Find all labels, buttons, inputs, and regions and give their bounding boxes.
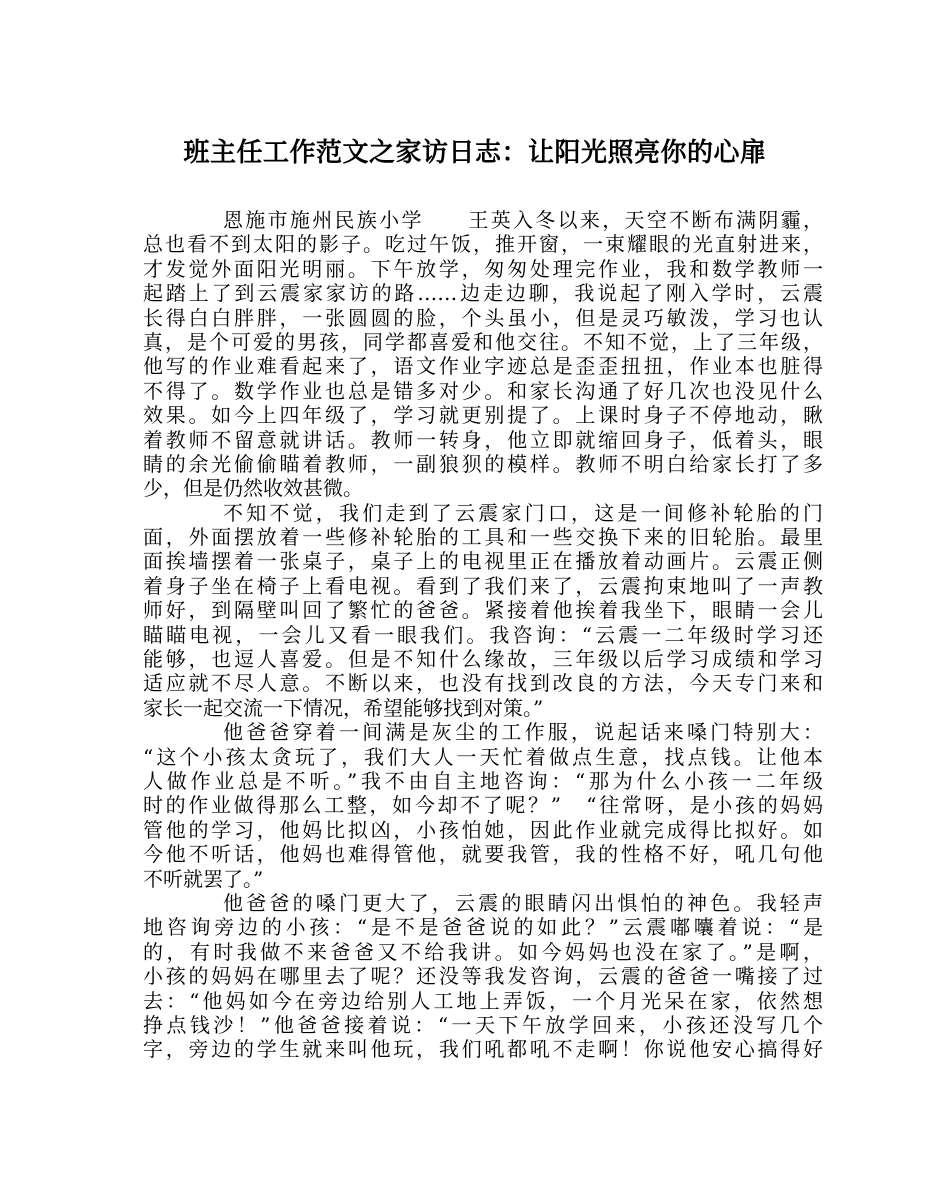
document-body — [143, 208, 823, 1062]
paragraph-line: 家长一起交流一下情况，希望能够找到对策。” — [143, 695, 544, 720]
paragraph-line: 适应就不尽人意。不断以来，也没有找到改良的方法，今天专门来和 — [143, 671, 823, 696]
paragraph-line: 今他不听话，他妈也难得管他，就要我管，我的性格不好，吼几句他 — [143, 842, 823, 867]
paragraph-line: 着教师不留意就讲话。教师一转身，他立即就缩回身子，低着头，眼 — [143, 427, 823, 452]
paragraph-line: 长得白白胖胖，一张圆圆的脸，个头虽小，但是灵巧敏泼，学习也认 — [143, 305, 823, 330]
paragraph-line: 他爸爸的嗓门更大了，云震的眼睛闪出惧怕的神色。我轻声 — [223, 890, 823, 915]
paragraph-line: 睛的余光偷偷瞄着教师，一副狼狈的模样。教师不明白给家长打了多 — [143, 451, 823, 476]
paragraph-line: 瞄瞄电视，一会儿又看一眼我们。我咨询：“云震一二年级时学习还 — [143, 622, 823, 647]
paragraph-line: 挣点钱沙！”他爸爸接着说：“一天下午放学回来，小孩还没写几个 — [143, 1012, 823, 1037]
paragraph-line: 少，但是仍然收效甚微。 — [143, 476, 363, 501]
paragraph-line: 效果。如今上四年级了，学习就更别提了。上课时身子不停地动，瞅 — [143, 403, 823, 428]
paragraph-line: 他爸爸穿着一间满是灰尘的工作服，说起话来嗓门特别大： — [223, 720, 823, 745]
paragraph-line: 面挨墙摆着一张桌子，桌子上的电视里正在播放着动画片。云震正侧 — [143, 549, 823, 574]
paragraph-line: 地咨询旁边的小孩：“是不是爸爸说的如此？”云震嘟囔着说：“是 — [143, 915, 823, 940]
document-title: 班主任工作范文之家访日志：让阳光照亮你的心扉 — [183, 138, 767, 168]
paragraph-line: 不知不觉，我们走到了云震家门口，这是一间修补轮胎的门 — [223, 500, 823, 525]
paragraph-line: 面，外面摆放着一些修补轮胎的工具和一些交换下来的旧轮胎。最里 — [143, 525, 823, 550]
paragraph-line: 真，是个可爱的男孩，同学都喜爱和他交往。不知不觉，上了三年级， — [143, 329, 823, 354]
paragraph-line: 师好，到隔壁叫回了繁忙的爸爸。紧接着他挨着我坐下，眼睛一会儿 — [143, 598, 823, 623]
paragraph-line: 不听就罢了。” — [143, 866, 264, 891]
paragraph-line: 总也看不到太阳的影子。吃过午饭，推开窗，一束耀眼的光直射进来， — [143, 232, 823, 257]
paragraph-line: 他写的作业难看起来了，语文作业字迹总是歪歪扭扭，作业本也脏得 — [143, 354, 823, 379]
paragraph-line: 字，旁边的学生就来叫他玩，我们吼都吼不走啊！你说他安心搞得好 — [143, 1037, 823, 1062]
paragraph-line: 的，有时我做不来爸爸又不给我讲。如今妈妈也没在家了。”是啊， — [143, 939, 823, 964]
paragraph-line: 时的作业做得那么工整，如今却不了呢？” “往常呀，是小孩的妈妈 — [143, 793, 823, 818]
paragraph-line: 管他的学习，他妈比拟凶，小孩怕她，因此作业就完成得比拟好。如 — [143, 817, 823, 842]
paragraph-line: 才发觉外面阳光明丽。下午放学，匆匆处理完作业，我和数学教师一 — [143, 256, 823, 281]
paragraph-line: 人做作业总是不听。”我不由自主地咨询：“那为什么小孩一二年级 — [143, 768, 823, 793]
paragraph-line: 恩施市施州民族小学 王英入冬以来，天空不断布满阴霾， — [223, 208, 823, 232]
paragraph-line: 能够，也逗人喜爱。但是不知什么缘故，三年级以后学习成绩和学习 — [143, 647, 823, 672]
paragraph-line: 着身子坐在椅子上看电视。看到了我们来了，云震拘束地叫了一声教 — [143, 573, 823, 598]
paragraph-line: 不得了。数学作业也总是错多对少。和家长沟通了好几次也没见什么 — [143, 378, 823, 403]
paragraph-line: 小孩的妈妈在哪里去了呢？还没等我发咨询，云震的爸爸一嘴接了过 — [143, 964, 823, 989]
paragraph-line: “这个小孩太贪玩了，我们大人一天忙着做点生意，找点钱。让他本 — [143, 744, 823, 769]
paragraph-line: 起踏上了到云震家家访的路……边走边聊，我说起了刚入学时，云震 — [143, 281, 823, 306]
paragraph-line: 去：“他妈如今在旁边给别人工地上弄饭，一个月光呆在家，依然想 — [143, 988, 823, 1013]
